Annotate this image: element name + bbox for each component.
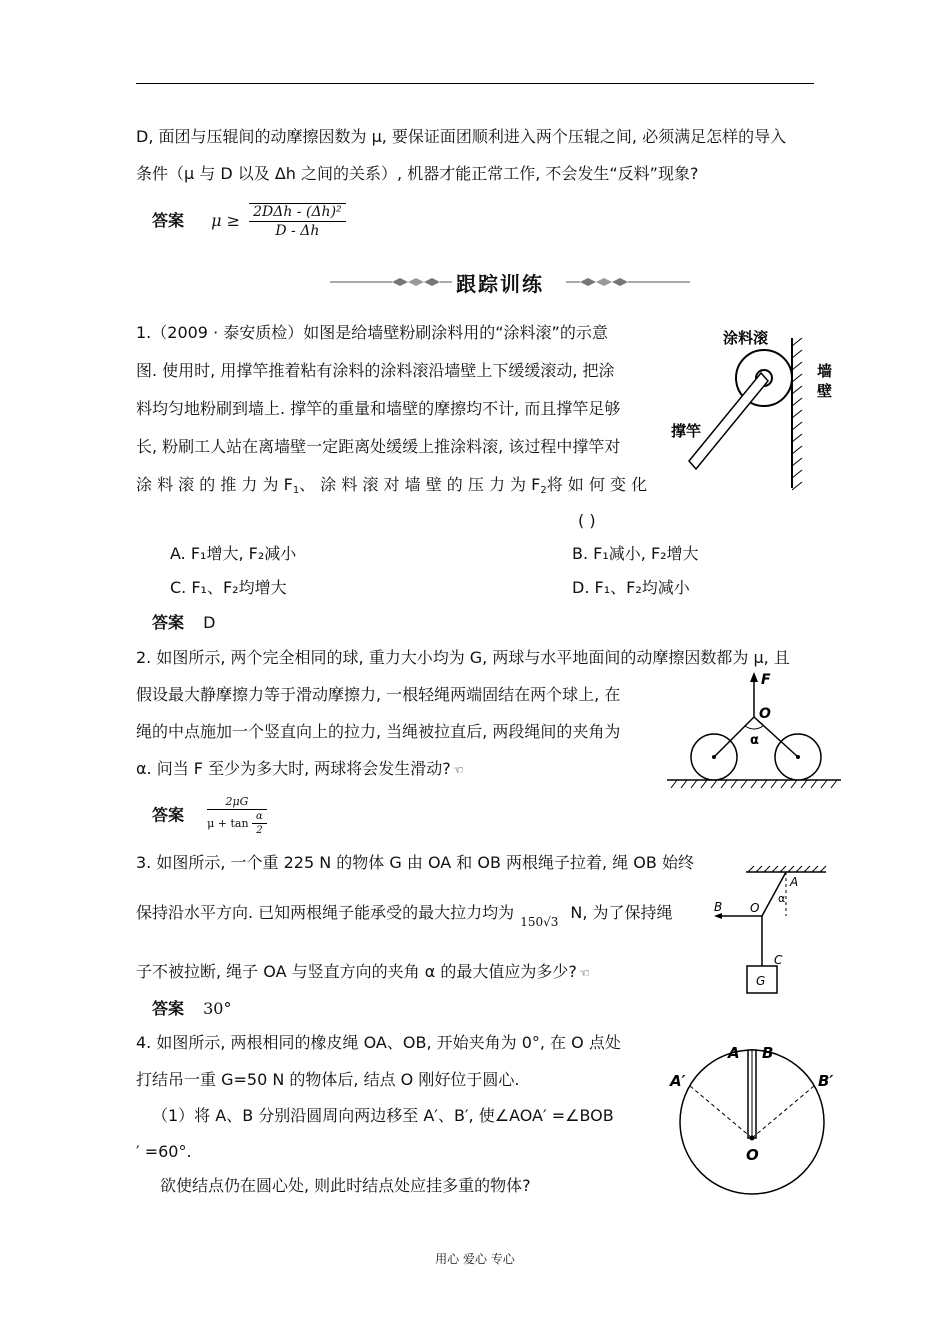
intro-answer <box>152 203 346 243</box>
q1-line-5 <box>136 475 647 501</box>
fig-label-a: A <box>790 875 799 889</box>
q1-sub-2: 2 <box>540 485 547 496</box>
q1-line-2: 图. 使用时, 用撑竿推着粘有涂料的涂料滚沿墙壁上下缓缓滚动, 把涂 <box>136 361 615 380</box>
fig-label-pole: 撑竿 <box>671 422 702 440</box>
page-footer: 用心 爱心 专心 <box>435 1252 515 1266</box>
section-title: 跟踪训练 <box>456 272 544 296</box>
q2-answer-numerator: 2μG <box>207 795 267 810</box>
q3-figure <box>700 864 830 998</box>
fig-label-a: A <box>728 1044 740 1062</box>
answer-fraction <box>249 203 346 239</box>
q1-line-5c: 将 如 何 变 化 <box>546 475 648 494</box>
q2-answer-fraction <box>207 795 267 836</box>
fig-label-o: O <box>746 1146 759 1164</box>
q3-line-2c: N, 为了保持绳 <box>570 903 673 922</box>
fig-label-roller: 涂料滚 <box>723 329 769 347</box>
q1-option-a: A. F₁增大, F₂减小 <box>170 544 297 563</box>
ground-hatch <box>671 780 837 788</box>
hand-pointer-icon: ☜ <box>578 966 590 980</box>
q4-figure <box>668 1034 844 1204</box>
fig-label-o: O <box>750 901 760 915</box>
q1-line-1: 1.（2009 · 泰安质检）如图是给墙壁粉刷涂料用的“涂料滚”的示意 <box>136 323 608 342</box>
q3-answer <box>152 999 231 1019</box>
q4-line-2: 打结吊一重 G=50 N 的物体后, 结点 O 刚好位于圆心. <box>136 1070 520 1089</box>
q1-line-3: 料均匀地粉刷到墙上. 撑竿的重量和墙壁的摩擦均不计, 而且撑竿足够 <box>136 399 621 418</box>
fig-label-c: C <box>774 953 783 967</box>
fig-label-g: G <box>756 974 766 988</box>
answer-numerator: 2DΔh - (Δh)² <box>249 203 346 222</box>
q3-line-1: 3. 如图所示, 一个重 225 N 的物体 G 由 OA 和 OB 两根绳子拉着, 绳 OB 始终 <box>136 853 694 872</box>
q1-option-d: D. F₁、F₂均减小 <box>572 578 690 597</box>
fig-label-alpha: α <box>750 733 759 748</box>
ceiling-hatch <box>748 866 826 872</box>
intro-line-1: D, 面团与压辊间的动摩擦因数为 μ, 要保证面团顺利进入两个压辊之间, 必须满足怎样的导入 <box>136 127 787 146</box>
fig-label-o: O <box>759 706 771 722</box>
answer-label: 答案 <box>152 211 185 230</box>
answer-label: 答案 <box>152 999 185 1018</box>
fig-label-b-prime: B′ <box>818 1072 834 1090</box>
q3-line-2a: 保持沿水平方向. 已知两根绳子能承受的最大拉力均为 <box>136 903 515 922</box>
q1-paren: ( ) <box>578 511 596 530</box>
answer-lhs: μ ≥ <box>211 211 240 230</box>
fig-label-a-prime: A′ <box>670 1072 686 1090</box>
section-heading <box>330 266 690 296</box>
q2-line-2: 假设最大静摩擦力等于滑动摩擦力, 一根轻绳两端固结在两个球上, 在 <box>136 685 621 704</box>
answer-denominator: D - Δh <box>275 223 320 239</box>
q4-line-1: 4. 如图所示, 两根相同的橡皮绳 OA、OB, 开始夹角为 0°, 在 O 点处 <box>136 1033 621 1052</box>
fig-label-wall-2: 壁 <box>817 382 833 400</box>
q4-line-3: （1）将 A、B 分别沿圆周向两边移至 A′、B′, 使∠AOA′ =∠BOB <box>152 1106 614 1125</box>
q2-figure <box>665 668 845 790</box>
q3-line-3-text: 子不被拉断, 绳子 OA 与竖直方向的夹角 α 的最大值应为多少? <box>136 962 577 981</box>
q1-answer-value: D <box>203 613 216 632</box>
q2-line-1: 2. 如图所示, 两个完全相同的球, 重力大小均为 G, 两球与水平地面间的动摩擦因数都为 μ, 且 <box>136 648 790 667</box>
header-rule <box>136 83 814 84</box>
q1-figure <box>665 318 845 493</box>
q1-line-5a: 涂 料 滚 的 推 力 为 F <box>136 475 293 494</box>
q2-line-4-text: α. 问当 F 至少为多大时, 两球将会发生滑动? <box>136 759 451 778</box>
q3-line-2 <box>136 903 673 932</box>
answer-label: 答案 <box>152 613 185 632</box>
q3-max-force: 150√3 <box>520 915 559 929</box>
fig-label-b: B <box>714 900 723 914</box>
q1-line-4: 长, 粉刷工人站在离墙壁一定距离处缓缓上推涂料滚, 该过程中撑竿对 <box>136 437 621 456</box>
q1-option-b: B. F₁减小, F₂增大 <box>572 544 699 563</box>
force-arrowhead <box>750 672 758 682</box>
q2-answer <box>152 795 267 841</box>
fig-label-wall-1: 墙 <box>817 362 833 380</box>
intro-line-2: 条件（μ 与 D 以及 Δh 之间的关系）, 机器才能正常工作, 不会发生“反料”现象? <box>136 164 699 183</box>
q2-line-3: 绳的中点施加一个竖直向上的拉力, 当绳被拉直后, 两段绳间的夹角为 <box>136 722 621 741</box>
fig-label-f: F <box>761 672 771 688</box>
fig-label-alpha: α <box>778 892 786 905</box>
q2-answer-denominator: μ + tan $\frac{\alpha}{2}$ <box>207 810 267 836</box>
hand-pointer-icon: ☜ <box>452 763 464 777</box>
angle-arc <box>745 726 763 729</box>
pole <box>689 373 768 469</box>
q1-answer <box>152 613 215 633</box>
wall-hatch <box>792 338 802 490</box>
q1-line-5b: 、 涂 料 滚 对 墙 壁 的 压 力 为 F <box>299 475 541 494</box>
q3-line-3 <box>136 962 590 983</box>
q4-line-5: 欲使结点仍在圆心处, 则此时结点处应挂多重的物体? <box>160 1176 531 1195</box>
q1-sub-1: 1 <box>292 485 300 496</box>
answer-label: 答案 <box>152 805 185 825</box>
fig-label-b: B <box>762 1044 774 1062</box>
q3-answer-value: 30° <box>203 999 232 1018</box>
q2-line-4 <box>136 759 464 780</box>
q4-line-4: ′ =60°. <box>136 1142 192 1161</box>
q1-option-c: C. F₁、F₂均增大 <box>170 578 287 597</box>
